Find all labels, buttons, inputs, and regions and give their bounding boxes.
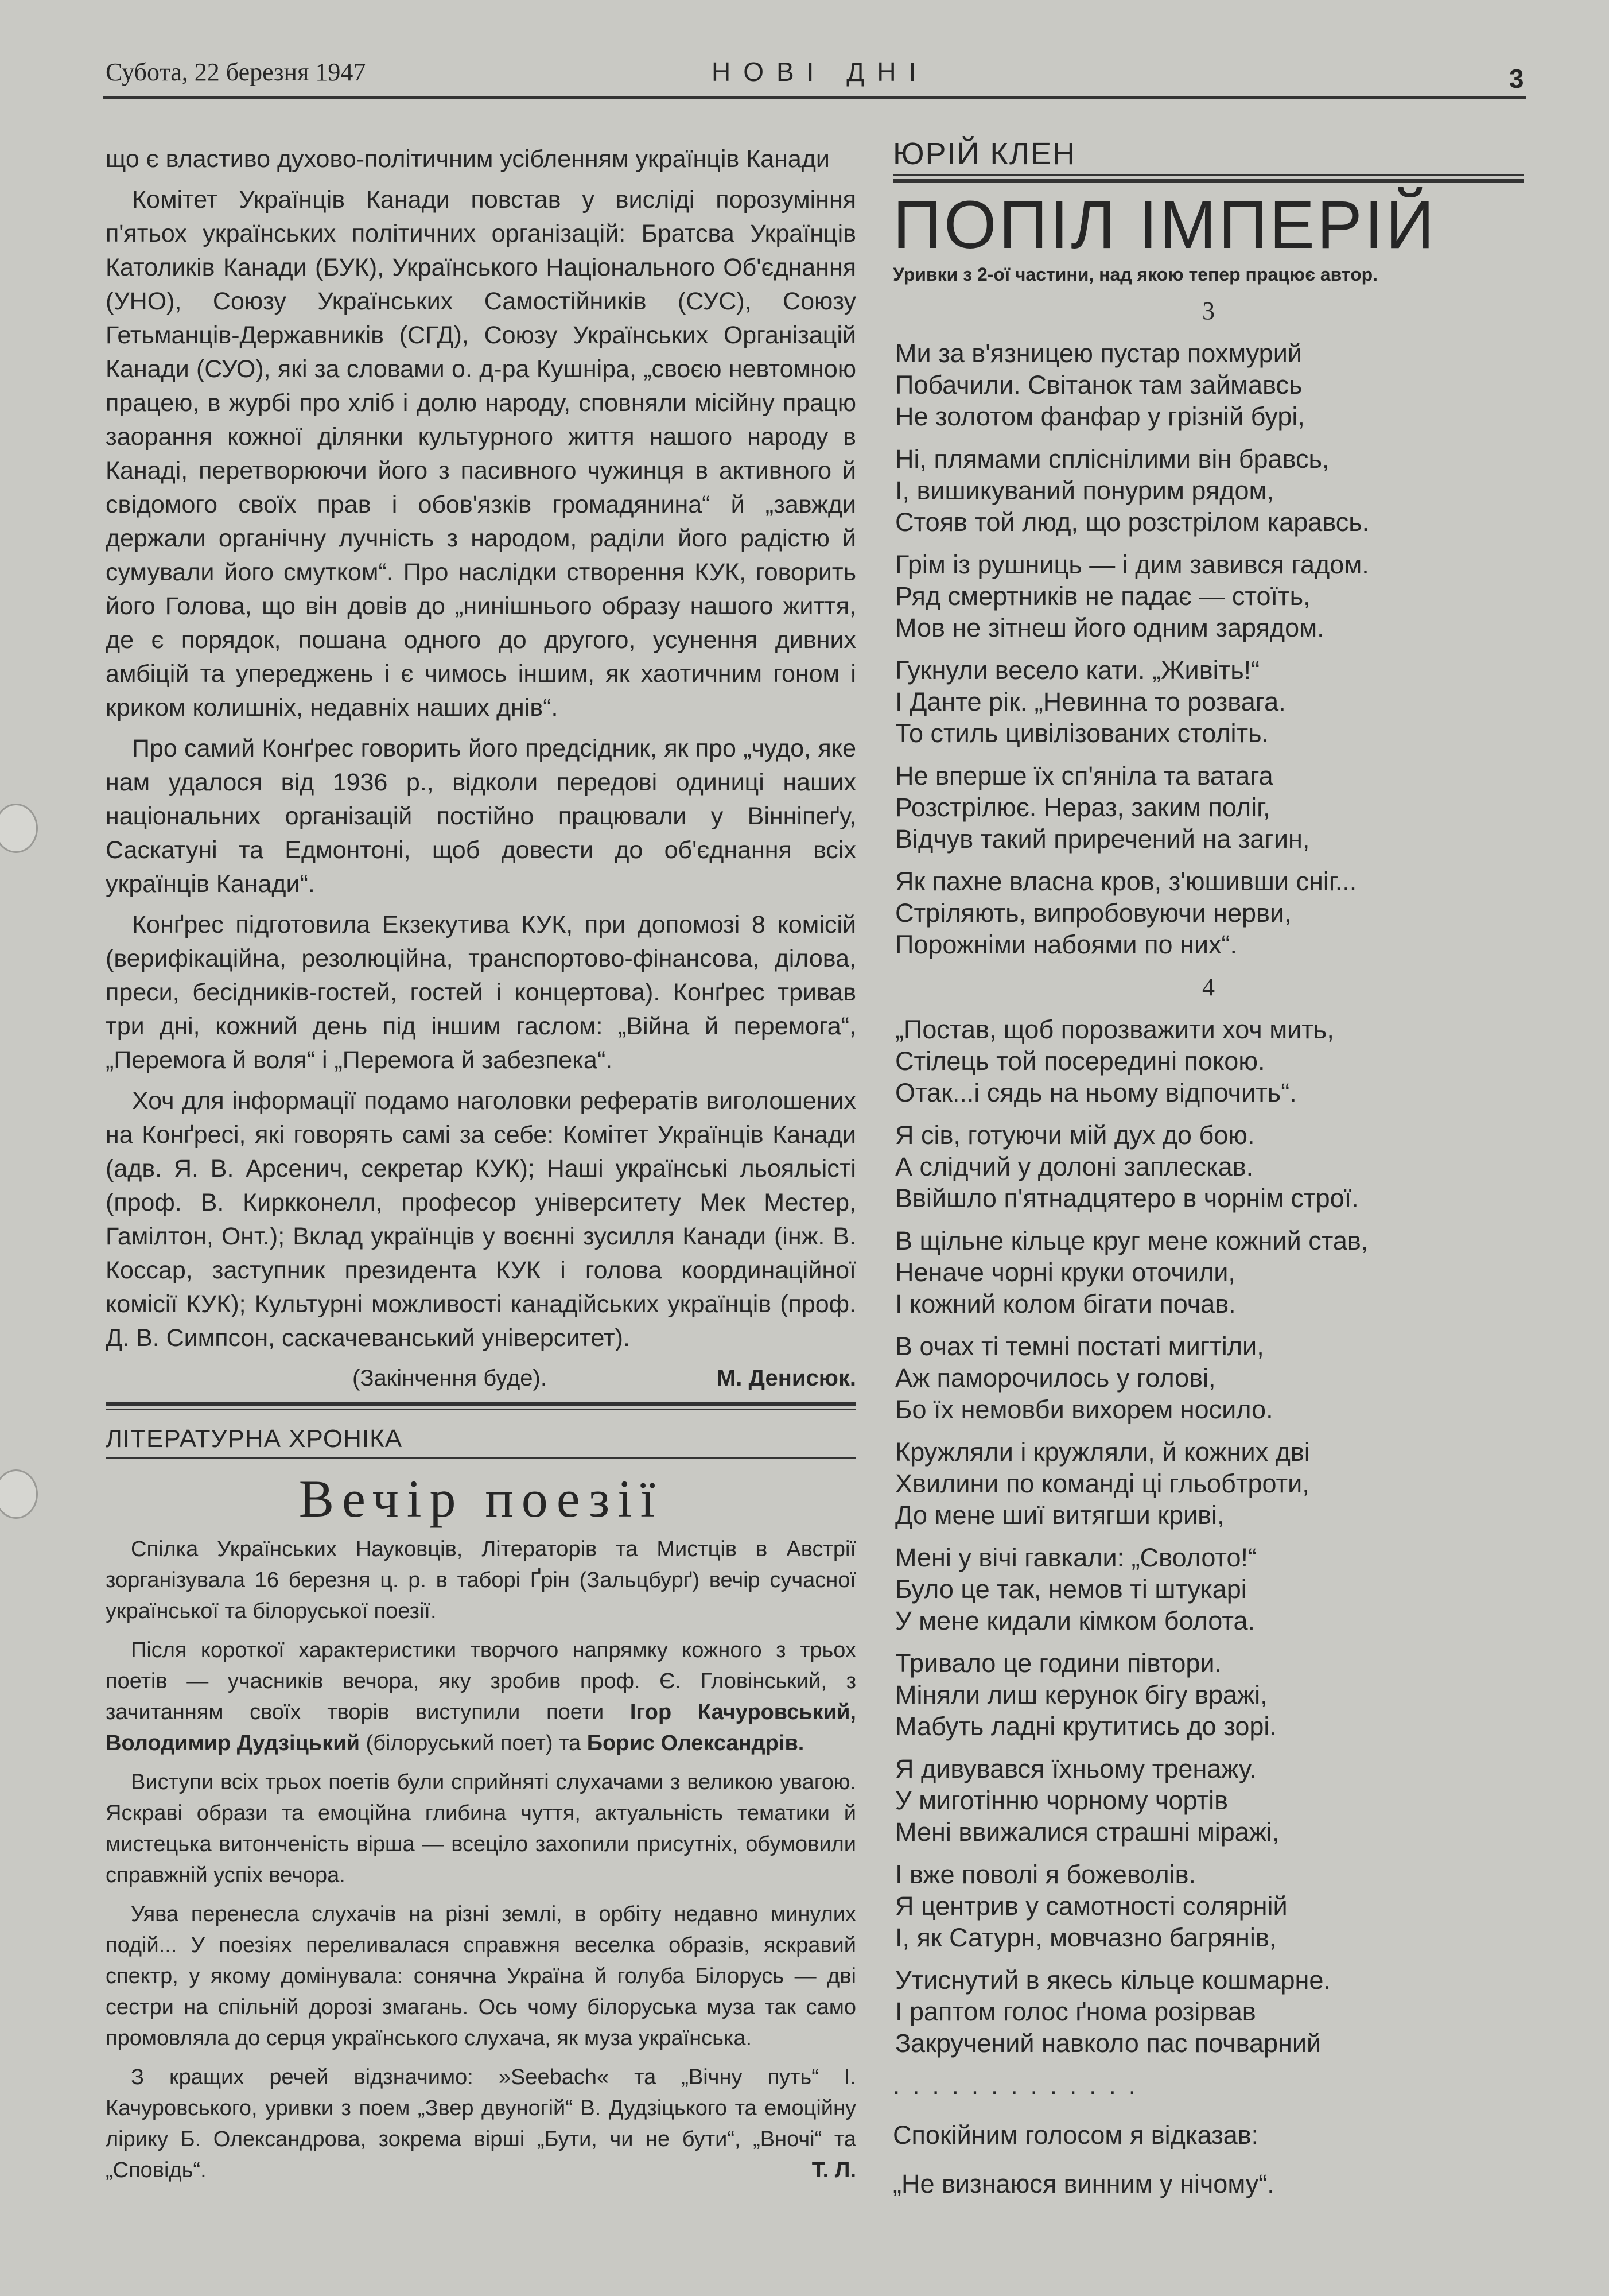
right-column [893, 135, 1524, 2200]
poem-line: Мов не зітнеш його одним зарядом. [895, 613, 1324, 642]
poem-line: Я центрив у самотності солярній [895, 1891, 1288, 1921]
stanza [895, 1542, 1524, 1636]
poem-line: Як пахне власна кров, з'юшивши сніг... [895, 867, 1357, 896]
ellipsis-line: ............. [893, 2072, 1148, 2100]
poem-line: Не золотом фанфар у грізній бурі, [895, 402, 1305, 431]
poet-name: Борис Олександрів. [586, 1731, 804, 1755]
text: Після короткої характеристики творчого напрямку кожного з трьох поетів — учасників вечора, яку зробив проф. Є. Гловінський, з зачитанням своїх творів виступили поети [106, 1638, 856, 1724]
poem-line: Мені у вічі гавкали: „Сволото!“ [895, 1543, 1257, 1572]
poem-line: Розстрілює. Нераз, заким поліг, [895, 793, 1270, 822]
stanza [895, 549, 1524, 643]
poem-section-3 [893, 338, 1524, 960]
paragraph: Хоч для інформації подамо наголовки рефератів виголошених на Конґресі, які говорять самі за себе: Комітет Українців Канади (адв. Я. В. Арсенич, секретар КУК); Наші українські льояльісті (проф. В. Киркконелл, професор університету Мек Местер, Гамілтон, Онт.); Вклад українців у воєнні зусилля Канади (інж. В. Коссар, заступник президента КУК і голова координаційної комісії КУК); Культурні можливості канадійських українців (проф. Д. В. Симпсон, саскачеванський університет). [106, 1087, 856, 1352]
poem-line: Міняли лиш керунок бігу вражі, [895, 1680, 1268, 1709]
poem-line: В очах ті темні постаті мигтіли, [895, 1332, 1264, 1361]
text: З кращих речей відзначимо: »Seebach« та „Вічну путь“ І. Качуровського, уривки з поем „Звер двуногій“ В. Дудзіцького та емоційну лірику Б. Олександрова, зокрема вірші „Бути, чи не бути“, „Вночі“ та „Сповідь“. [106, 2065, 856, 2182]
stanza [895, 1014, 1524, 1108]
poem-line: Грім із рушниць — і дим завився гадом. [895, 550, 1369, 579]
stanza [895, 1436, 1524, 1531]
article-title: Вечір поезії [298, 1469, 663, 1528]
poem-line: „Не визнаюся винним у нічому“. [893, 2169, 1274, 2198]
poem-title: ПОПІЛ ІМПЕРІЙ [893, 187, 1437, 263]
stanza [895, 1225, 1524, 1320]
poem-line: Порожніми набоями по них“. [895, 930, 1237, 959]
poem-line: Було це так, немов ті штукарі [895, 1574, 1247, 1604]
poem-line: У мене кидали кімком болота. [895, 1606, 1255, 1635]
poem-line: Ввійшло п'ятнадцятеро в чорнім строї. [895, 1184, 1359, 1213]
poem-line: Неначе чорні круки оточили, [895, 1258, 1235, 1287]
header-rule [103, 96, 1526, 99]
stanza [895, 1647, 1524, 1742]
paragraph: Спілка Українських Науковців, Літераторів та Мистців в Австрії зорганізувала 16 березня ц. р. в таборі Ґрін (Зальцбурґ) вечір сучасної української та білоруської поезії. [106, 1537, 856, 1623]
poem-line: Я дивувався їхньому тренажу. [895, 1754, 1257, 1783]
section-rule [106, 1457, 856, 1459]
poem-line: І вже поволі я божеволів. [895, 1860, 1196, 1889]
stanza [895, 1119, 1524, 1214]
poem-line: В щільне кільце круг мене кожний став, [895, 1226, 1369, 1255]
paragraph: Про самий Конґрес говорить його предсідник, як про „чудо, яке нам удалося від 1936 р., відколи передові одиниці наших національних організацій постійно працювали у Вінніпеґу, Саскатуні та Едмонтоні, щоб довести до об'єднання всіх українців Канади“. [106, 735, 856, 898]
poem-line: Стріляють, випробовуючи нерви, [895, 898, 1292, 928]
poem-line: І кожний колом бігати почав. [895, 1289, 1236, 1318]
poem-line: „Постав, щоб порозважити хоч мить, [895, 1015, 1334, 1044]
stanza [895, 1964, 1524, 2059]
poem-line: І Данте рік. „Невинна то розвага. [895, 687, 1286, 716]
poem-line: Ряд смертників не падає — стоїть, [895, 581, 1311, 611]
poem-line: Відчув такий приречений на загин, [895, 824, 1310, 854]
poem-line: Побачили. Світанок там займавсь [895, 370, 1303, 400]
paragraph: що є властиво духово-політичним усібленням українців Канади [106, 145, 830, 173]
section-number: 3 [1202, 297, 1215, 325]
page-number: 3 [1509, 64, 1524, 94]
continuation-note: (Закінчення буде). [352, 1366, 547, 1391]
poem-line: Ми за в'язницею пустар похмурий [895, 339, 1302, 368]
paragraph: Виступи всіх трьох поетів були сприйняті слухачами з великою увагою. Яскраві образи та емоційна глибина чуття, актуальність тематики й мистецька витонченість вірша — всеціло захопили присутніх, обумовили справжній успіх вечора. [106, 1770, 856, 1887]
poem-line: До мене шиї витягши криві, [895, 1500, 1225, 1530]
poem-line: Спокійним голосом я відказав: [893, 2120, 1259, 2150]
paragraph: Уява перенесла слухачів на різні землі, в орбіту недавно минулих подій... У поезіях переливалася справжня веселка образів, яскравий спектр, у якому домінувала: сонячна Україна й голуба Білорусь — дві сестри на спільній дорозі змагань. Ось чому білоруська муза так само промовляла до серця українського слухача, як муза українська. [106, 1902, 856, 2050]
stanza [895, 338, 1524, 432]
poem-line: І, вишикуваний понурим рядом, [895, 476, 1274, 505]
stanza [895, 443, 1524, 538]
poem-line: Мені ввижалися страшні міражі, [895, 1817, 1280, 1847]
poem-line: То стиль цивілізованих століть. [895, 719, 1269, 748]
poem-line: Мабуть ладні крутитись до зорі. [895, 1712, 1277, 1741]
left-article [106, 142, 856, 1394]
author-signature: М. Денисюк. [716, 1366, 856, 1391]
paragraph [106, 1635, 856, 1759]
poem-subtitle: Уривки з 2-ої частини, над якою тепер працює автор. [893, 264, 1378, 285]
text: (білоруський поет) та [360, 1731, 587, 1755]
poem-section-4 [893, 1014, 1524, 2059]
paragraph: Комітет Українців Канади повстав у висліді порозуміння п'ятьох українських політичних організацій: Братсва Українців Католиків Канади (БУК), Українського Національного Об'єднання (УНО), Союзу Українських Самостійників (СУС), Союзу Гетьманців-Державників (СГД), Союзу Українських Організацій Канади (СУО), які за словами о. д-ра Кушніра, „своєю невтомною працею, в журбі про хліб і долю народу, сповняли місійну працю заорання кожної ділянки культурного життя нашого народу в Канаді, перетворюючи його з пасивного чужинця в активного й свідомого своїх прав і обов'язків громадянина“ й „завжди держали органічну лучність з народом, раділи його радістю й сумували його смутком“. Про наслідки створення КУК, говорить його Голова, що він довів до „нинішнього образу нашого життя, де є порядок, пошана одного до другого, усунення дивних амбіцій та упереджень і є чимось іншим, як хаотичним гоном і криком колишніх, недавніх наших днів“. [106, 186, 856, 722]
poem-line: Отак...і сядь на ньому відпочить“. [895, 1078, 1297, 1107]
stanza [895, 1753, 1524, 1848]
poem-line: Утиснутий в якесь кільце кошмарне. [895, 1965, 1331, 1995]
chronicle-article [106, 1534, 856, 2186]
poem-line: А слідчий у долоні заплескав. [895, 1152, 1254, 1181]
paragraph [106, 2062, 856, 2186]
section-divider [106, 1402, 856, 1410]
poem-line: Бо їх немовби вихорем носило. [895, 1395, 1273, 1424]
left-column [106, 142, 856, 2194]
poem-line: Ні, плямами спліснілими він бравсь, [895, 444, 1330, 474]
stanza [895, 654, 1524, 749]
poem-line: Хвилини по команді ці гльобтроти, [895, 1469, 1309, 1498]
stanza [895, 1859, 1524, 1953]
punch-hole [0, 1469, 38, 1519]
stanza [895, 760, 1524, 855]
newspaper-title: НОВІ ДНІ [712, 57, 929, 87]
poem-line: Кружляли і кружляли, й кожних дві [895, 1437, 1310, 1467]
poem-line: Гукнули весело кати. „Живіть!“ [895, 656, 1260, 685]
poem-line: Я сів, готуючи мій дух до бою. [895, 1120, 1255, 1150]
poem-line: Закручений навколо пас почварний [895, 2029, 1322, 2058]
section-number: 4 [1202, 973, 1215, 1001]
poem-line: Аж паморочилось у голові, [895, 1363, 1216, 1393]
poet-names: Ігор Качуровський, Володимир Дудзіцький [106, 1700, 856, 1755]
author-rule [893, 174, 1524, 183]
poem-line: Тривало це години півтори. [895, 1649, 1222, 1678]
stanza [895, 866, 1524, 960]
poem-line: У миготінню чорному чортів [895, 1786, 1229, 1815]
paragraph: Конґрес підготовила Екзекутива КУК, при допомозі 8 комісій (верифікаційна, резолюційна, транспортово-фінансова, ділова, преси, бесідників-гостей, гостей і концертова). Конґрес тривав три дні, кожний день під іншим гаслом: „Війна й перемога“, „Перемога й воля“ і „Перемога й забезпека“. [106, 911, 856, 1074]
punch-hole [0, 804, 38, 853]
poem-line: Стілець той посередині покою. [895, 1046, 1265, 1076]
section-heading: ЛІТЕРАТУРНА ХРОНІКА [106, 1425, 403, 1453]
poem-line: Не вперше їх сп'яніла та ватага [895, 761, 1273, 790]
author-signature: Т. Л. [811, 2158, 856, 2182]
poem-line: Стояв той люд, що розстрілом каравсь. [895, 507, 1370, 537]
stanza [895, 1331, 1524, 1425]
issue-date: Субота, 22 березня 1947 [106, 58, 366, 86]
poem-line: І, як Сатурн, мовчазно багрянів, [895, 1923, 1277, 1952]
article-footer [106, 1362, 856, 1394]
poem-author: ЮРІЙ КЛЕН [893, 137, 1076, 171]
poem-line: І раптом голос ґнома розірвав [895, 1997, 1256, 2026]
